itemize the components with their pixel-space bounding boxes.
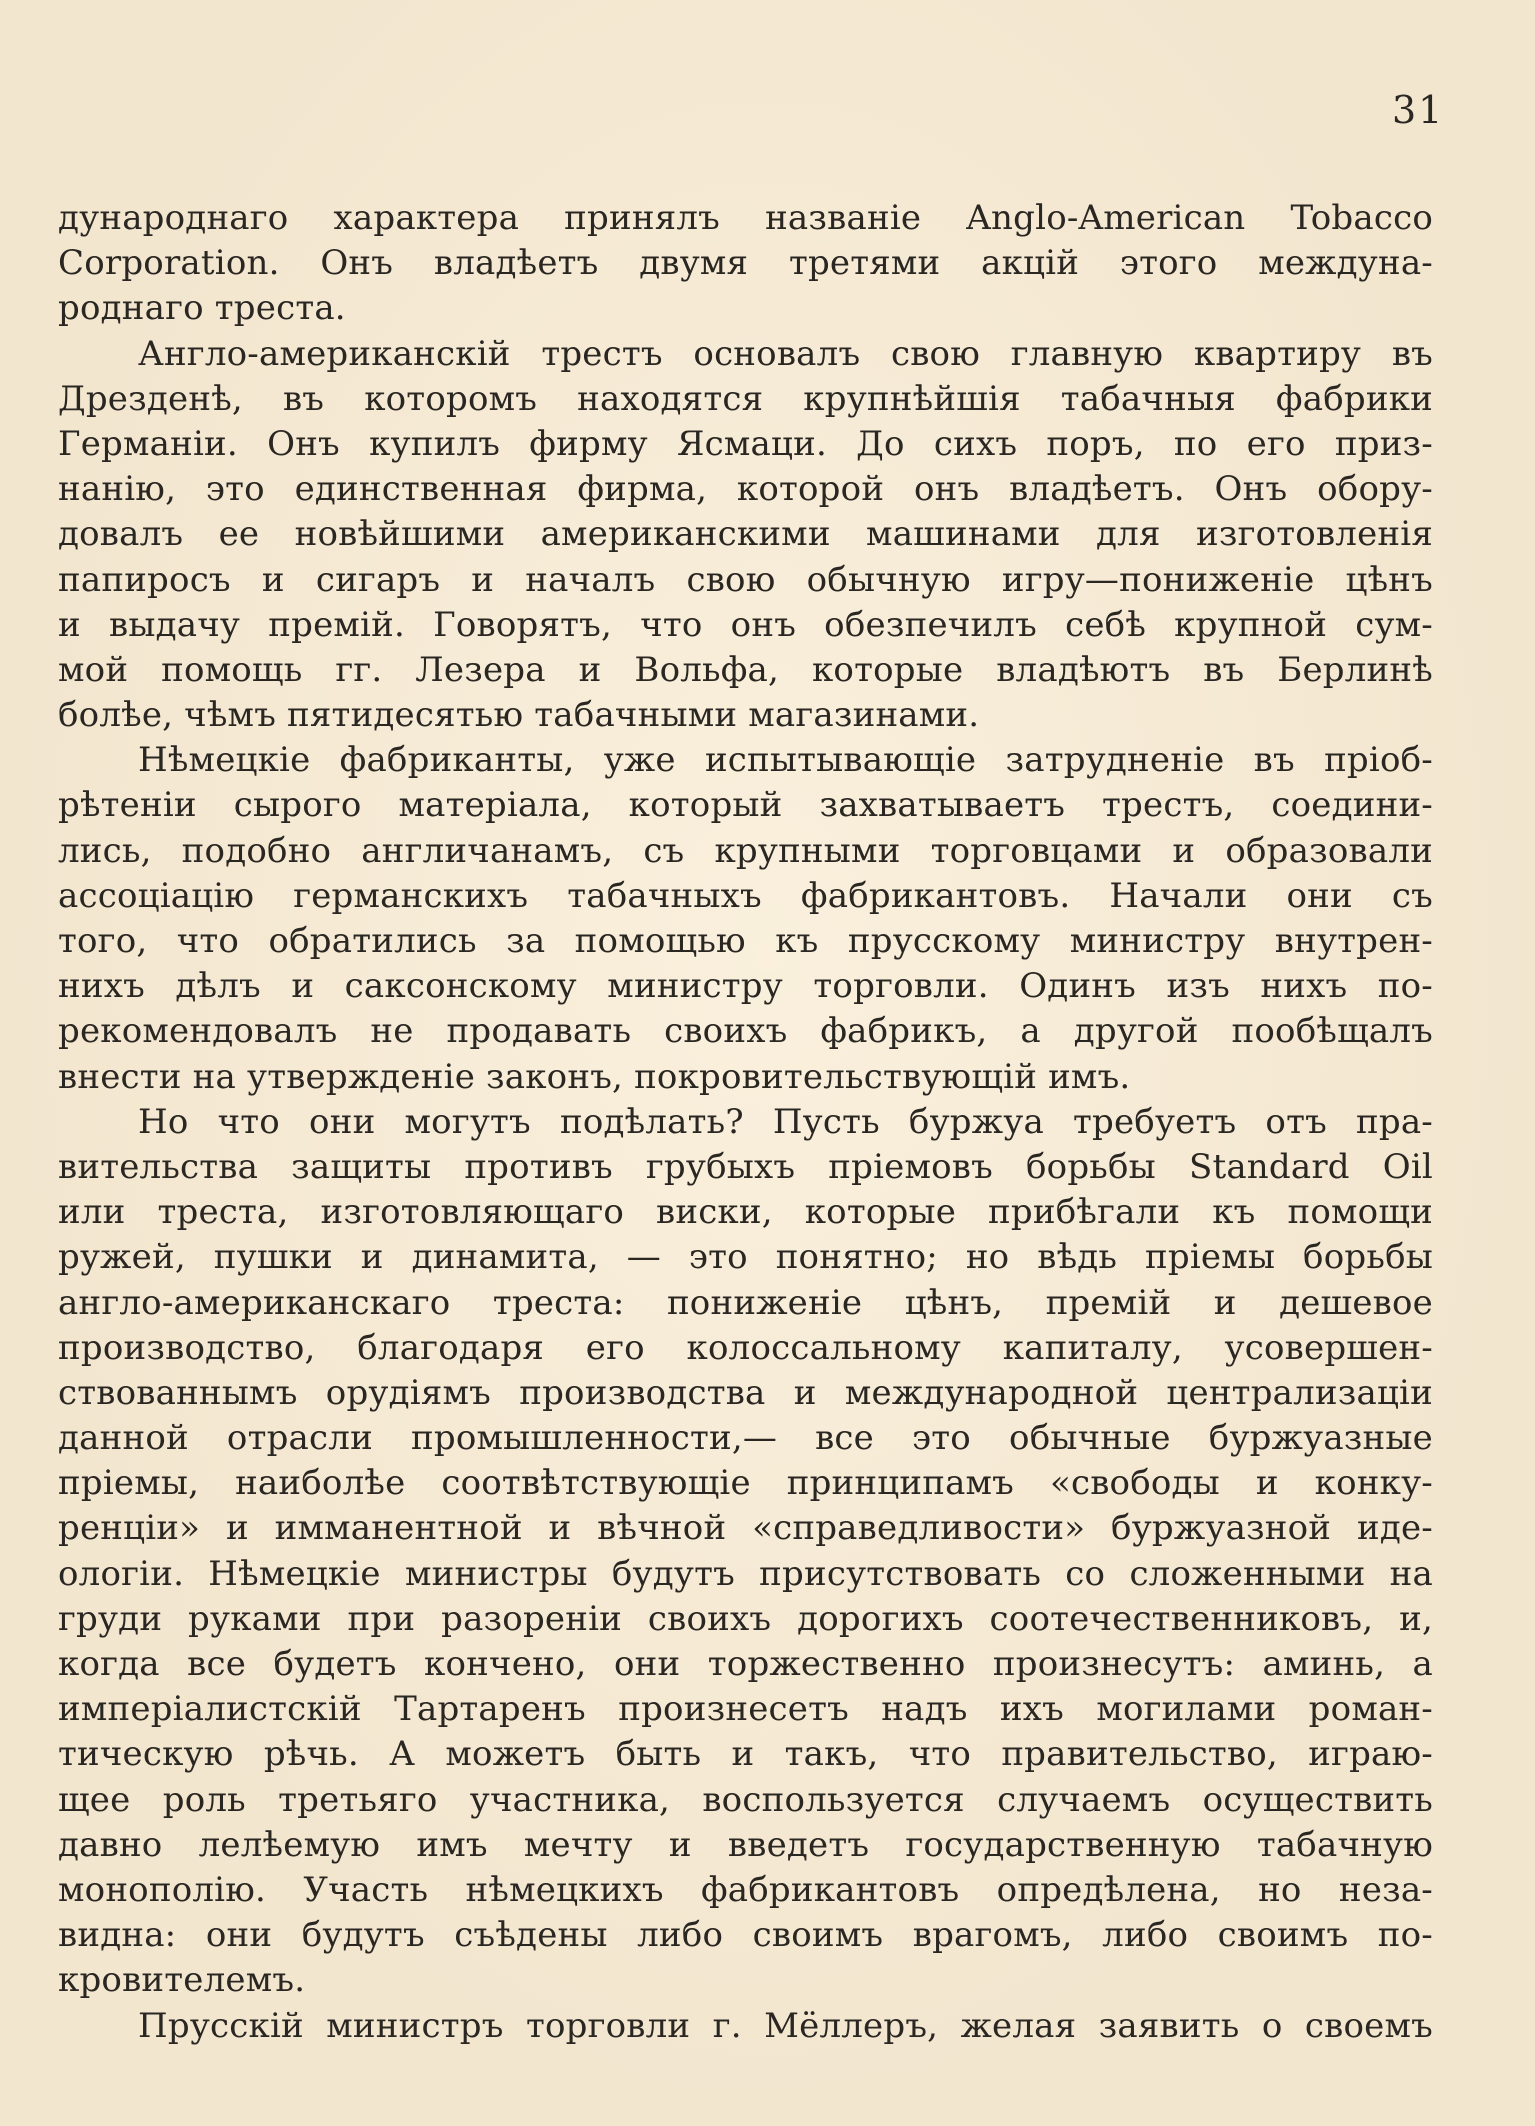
text-line: англо-американскаго треста: пониженіе цѣнъ, премій и дешевое [58,1282,1433,1323]
text-line: нихъ дѣлъ и саксонскому министру торговли. Одинъ изъ нихъ по- [58,966,1433,1007]
text-line: давно лелѣемую имъ мечту и введетъ государственную табачную [58,1824,1433,1865]
text-line: пріемы, наиболѣе соотвѣтствующіе принципамъ «свободы и конку- [58,1463,1433,1504]
text-line: щее роль третьяго участника, воспользуется случаемъ осуществить [58,1779,1433,1820]
text-line: нанію, это единственная фирма, которой онъ владѣетъ. Онъ обору- [58,469,1433,510]
text-line: роднаго треста. [58,288,346,329]
text-line: Прусскій министръ торговли г. Мёллеръ, желая заявить о своемъ [138,2005,1433,2046]
text-line: Corporation. Онъ владѣетъ двумя третями акцій этого междуна- [58,243,1433,284]
text-line: данной отрасли промышленности,— все это обычные буржуазные [58,1418,1433,1459]
text-line: монополію. Участь нѣмецкихъ фабрикантовъ опредѣлена, но неза- [58,1869,1433,1910]
text-line: имперіалистскій Тартаренъ произнесетъ надъ ихъ могилами роман- [58,1689,1433,1730]
text-line: производство, благодаря его колоссальному капиталу, усовершен- [58,1327,1433,1368]
page-number: 31 [1392,88,1445,132]
text-line: того, что обратились за помощью къ прусскому министру внутрен- [58,921,1433,961]
text-line: тическую рѣчь. А можетъ быть и такъ, что правительство, играю- [58,1734,1433,1775]
text-line: болѣе, чѣмъ пятидесятью табачными магазинами. [58,695,980,736]
text-line: груди руками при разореніи своихъ дорогихъ соотечественниковъ, и, [58,1598,1433,1639]
text-line: мой помощь гг. Лезера и Вольфа, которые владѣютъ въ Берлинѣ [58,649,1433,690]
text-line: когда все будетъ кончено, они торжественно произнесутъ: аминь, а [58,1644,1433,1684]
text-line: дународнаго характера принялъ названіе Anglo-American Tobacco [58,198,1433,238]
text-line: ружей, пушки и динамита, — это понятно; но вѣдь пріемы борьбы [58,1237,1433,1278]
text-line: Нѣмецкіе фабриканты, уже испытывающіе затрудненіе въ пріоб- [138,740,1433,781]
text-line: или треста, изготовляющаго виски, которые прибѣгали къ помощи [58,1192,1433,1233]
text-line: ствованнымъ орудіямъ производства и международной централизаціи [58,1372,1433,1413]
text-line: ренціи» и имманентной и вѣчной «справедливости» буржуазной иде- [58,1508,1433,1549]
text-line: Но что они могутъ подѣлать? Пусть буржуа требуетъ отъ пра- [138,1101,1433,1142]
text-line: Дрезденѣ, въ которомъ находятся крупнѣйшія табачныя фабрики [58,378,1433,419]
text-line: и выдачу премій. Говорятъ, что онъ обезпечилъ себѣ крупной сум- [58,604,1433,645]
text-line: рекомендовалъ не продавать своихъ фабрикъ, а другой пообѣщалъ [58,1011,1433,1052]
text-line: ассоціацію германскихъ табачныхъ фабрикантовъ. Начали они съ [58,875,1433,916]
body-text [58,196,1433,2049]
text-line: вительства защиты противъ грубыхъ пріемовъ борьбы Standard Oil [58,1146,1433,1187]
text-line: видна: они будутъ съѣдены либо своимъ врагомъ, либо своимъ по- [58,1915,1433,1956]
text-line: папиросъ и сигаръ и началъ свою обычную игру—пониженіе цѣнъ [58,559,1433,600]
text-line: ологіи. Нѣмецкіе министры будутъ присутствовать со сложенными на [58,1553,1433,1594]
text-line: Германіи. Онъ купилъ фирму Ясмаци. До сихъ поръ, по его приз- [58,423,1433,464]
text-line: довалъ ее новѣйшими американскими машинами для изготовленія [58,514,1433,555]
text-line: рѣтеніи сырого матеріала, который захватываетъ трестъ, соедини- [58,785,1433,826]
text-line: лись, подобно англичанамъ, съ крупными торговцами и образовали [58,830,1433,871]
text-line: Англо-американскій трестъ основалъ свою главную квартиру въ [138,333,1433,374]
text-line: кровителемъ. [58,1960,306,2001]
text-line: внести на утвержденіе законъ, покровительствующій имъ. [58,1056,1131,1097]
